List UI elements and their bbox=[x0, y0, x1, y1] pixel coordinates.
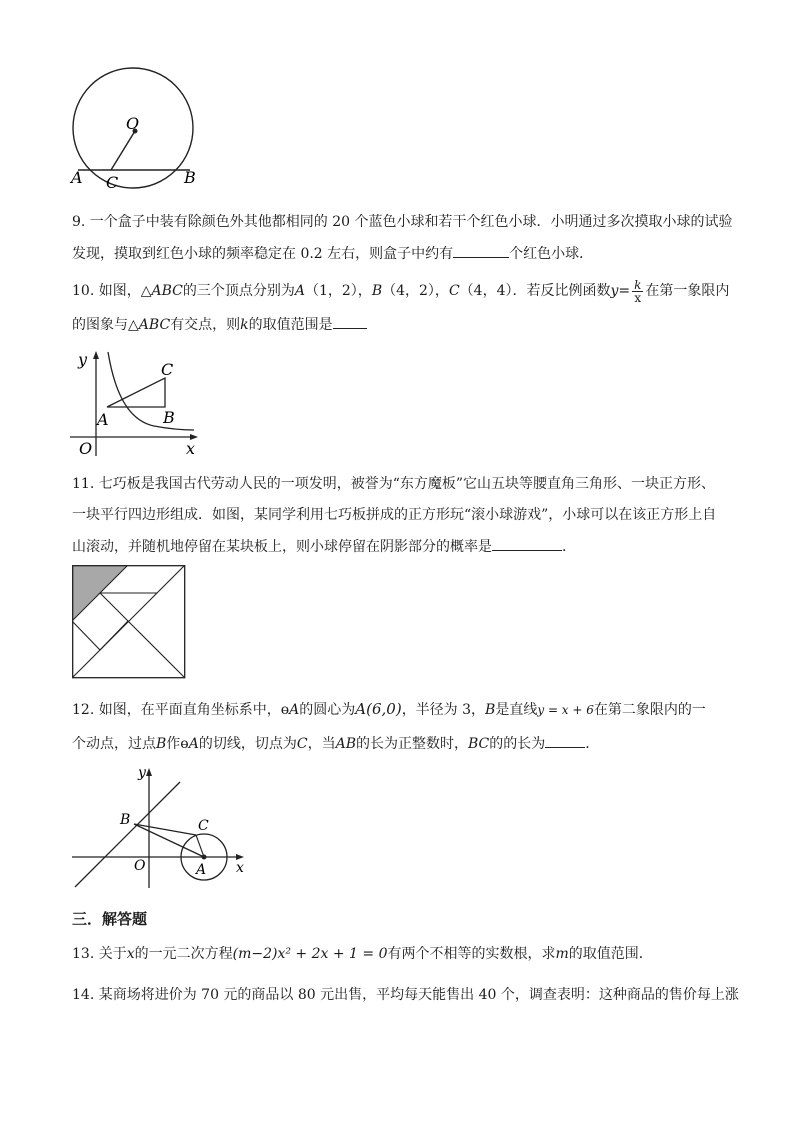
label-c: C bbox=[106, 173, 119, 192]
q13-b: 的一元二次方程 bbox=[134, 946, 233, 962]
origin-label: O bbox=[134, 858, 146, 874]
q12-l2-bc: BC bbox=[467, 736, 490, 752]
axis-y-label: y bbox=[138, 765, 146, 781]
hyperbola-triangle-figure bbox=[70, 348, 210, 460]
q11-line2: 一块平行四边形组成．如图，某同学利用七巧板拼成的正方形玩“滚小球游戏”，小球可以在该正方形上自 bbox=[72, 507, 717, 523]
line-y-eq-x-plus-6 bbox=[75, 782, 180, 887]
q10-line2-abc: ABC bbox=[138, 317, 171, 333]
q10-abc: ABC bbox=[151, 283, 183, 299]
q10-line2-b: 有交点，则 bbox=[170, 317, 241, 333]
q12-l2-f: 的的长为 bbox=[489, 736, 546, 752]
q12-l1-pb: B bbox=[485, 702, 496, 718]
q12-l1-c: ，半径为 3， bbox=[401, 702, 486, 718]
segment-bc bbox=[134, 824, 196, 835]
point-b-label: B bbox=[163, 408, 175, 427]
axis-x-label: x bbox=[236, 860, 244, 876]
q13-c: 有两个不相等的实数根，求 bbox=[387, 946, 556, 962]
section-3-title: 三．解答题 bbox=[72, 910, 148, 928]
q9-line2-text-b: 个红色小球． bbox=[509, 246, 594, 262]
q10-text-b: 的三个顶点分别为 bbox=[182, 283, 295, 299]
q12-line1 bbox=[72, 697, 706, 721]
q11-line3-a: 山滚动，并随机地停留在某块板上，则小球停留在阴影部分的概率是 bbox=[72, 539, 492, 555]
q10-coord-a: （1，2）， bbox=[304, 283, 372, 299]
q13-d: 的取值范围． bbox=[568, 946, 653, 962]
q12-l2-ab: AB bbox=[335, 736, 356, 752]
q10-line2 bbox=[72, 314, 367, 335]
origin-label: O bbox=[79, 439, 93, 458]
q10-line2-a: 的图象与△ bbox=[72, 317, 139, 333]
q10-pt-c: C bbox=[448, 283, 460, 299]
q12-l2-b: 作ɵ bbox=[166, 736, 189, 752]
tangram-figure bbox=[72, 565, 186, 679]
q12-l2-pa: A bbox=[188, 736, 199, 752]
label-a: A bbox=[71, 168, 83, 187]
hyperbola-curve bbox=[108, 352, 194, 430]
axis-x-label: x bbox=[186, 439, 196, 458]
q10-k: k bbox=[240, 317, 249, 333]
q12-l2-g: ． bbox=[585, 736, 600, 752]
axis-y-label: y bbox=[78, 350, 88, 369]
q10-line2-c: 的取值范围是 bbox=[248, 317, 333, 333]
segment-ba bbox=[134, 824, 204, 857]
q12-l2-pc: C bbox=[296, 736, 308, 752]
q9-line2-text-a: 发现，摸取到红色小球的频率稳定在 0.2 左右，则盒子中约有 bbox=[72, 246, 454, 262]
q11-answer-blank bbox=[492, 536, 562, 551]
q10-line1 bbox=[72, 276, 729, 306]
tangent-figure bbox=[70, 764, 250, 892]
q12-l1-d: 是直线 bbox=[495, 702, 538, 718]
q12-l1-eq: y = x + 6 bbox=[537, 703, 594, 717]
q12-l2-c: 的切线，切点为 bbox=[198, 736, 297, 752]
q10-func-y: y bbox=[610, 283, 619, 299]
center-a-dot bbox=[202, 855, 207, 860]
q9-line2 bbox=[72, 243, 593, 264]
q12-l2-d: ，当 bbox=[307, 736, 336, 752]
point-c-label: C bbox=[161, 360, 174, 379]
q12-l1-center: A(6,0) bbox=[355, 700, 402, 718]
q13-eq: (m−2)x² + 2x + 1 = 0 bbox=[232, 946, 388, 962]
q9-line1: 9. 一个盒子中装有除颜色外其他都相同的 20 个蓝色小球和若干个红色小球．小明通过多次摸取小球的试验 bbox=[72, 214, 733, 230]
q10-coord-c: （4，4）．若反比例函数 bbox=[459, 283, 611, 299]
label-b: B bbox=[184, 168, 196, 187]
q12-l1-b: 的圆心为 bbox=[299, 702, 356, 718]
point-a-label: A bbox=[97, 410, 109, 429]
q9-answer-blank bbox=[453, 243, 509, 258]
point-a-label: A bbox=[196, 862, 207, 878]
q12-l1-a: 12. 如图，在平面直角坐标系中，ɵ bbox=[72, 702, 290, 718]
q10-frac-den: x bbox=[634, 290, 642, 305]
q14-line1: 14. 某商场将进价为 70 元的商品以 80 元出售，平均每天能售出 40 个，调查表明：这种商品的售价每上涨 bbox=[72, 987, 739, 1003]
q12-l2-a: 个动点，过点 bbox=[72, 736, 156, 752]
q11-line3 bbox=[72, 536, 576, 557]
q11-line1: 11. 七巧板是我国古代劳动人民的一项发明，被誉为“东方魔板”它山五块等腰直角三角形、一块正方形、 bbox=[72, 476, 716, 492]
q10-func-eq: = bbox=[618, 283, 631, 299]
circle-chord-figure-main bbox=[62, 60, 212, 196]
q10-pt-b: B bbox=[371, 283, 383, 299]
q13-x: x bbox=[126, 946, 135, 962]
q10-frac-num: k bbox=[634, 277, 642, 292]
q12-line2 bbox=[72, 733, 599, 754]
label-o: O bbox=[126, 114, 140, 133]
q12-l2-e: 的长为正整数时， bbox=[355, 736, 468, 752]
q12-answer-blank bbox=[545, 733, 585, 748]
q13-a: 13. 关于 bbox=[72, 946, 127, 962]
q10-text-c: 在第一象限内 bbox=[645, 283, 730, 299]
q13-m: m bbox=[555, 946, 569, 962]
point-c-label: C bbox=[198, 818, 209, 834]
q12-l1-pa: A bbox=[289, 702, 300, 718]
q10-fraction bbox=[632, 279, 643, 304]
q10-text-a: 10. 如图，△ bbox=[72, 283, 152, 299]
q10-answer-blank bbox=[333, 314, 367, 329]
radius-oc bbox=[111, 131, 135, 170]
q13-line bbox=[72, 942, 653, 966]
q12-l2-pb: B bbox=[156, 736, 167, 752]
q10-pt-a: A bbox=[294, 283, 305, 299]
q10-coord-b: （4，2）， bbox=[382, 283, 449, 299]
q12-l1-e: 在第二象限内的一 bbox=[593, 702, 706, 718]
point-b-label: B bbox=[120, 812, 131, 828]
q11-line3-b: ． bbox=[562, 539, 576, 555]
